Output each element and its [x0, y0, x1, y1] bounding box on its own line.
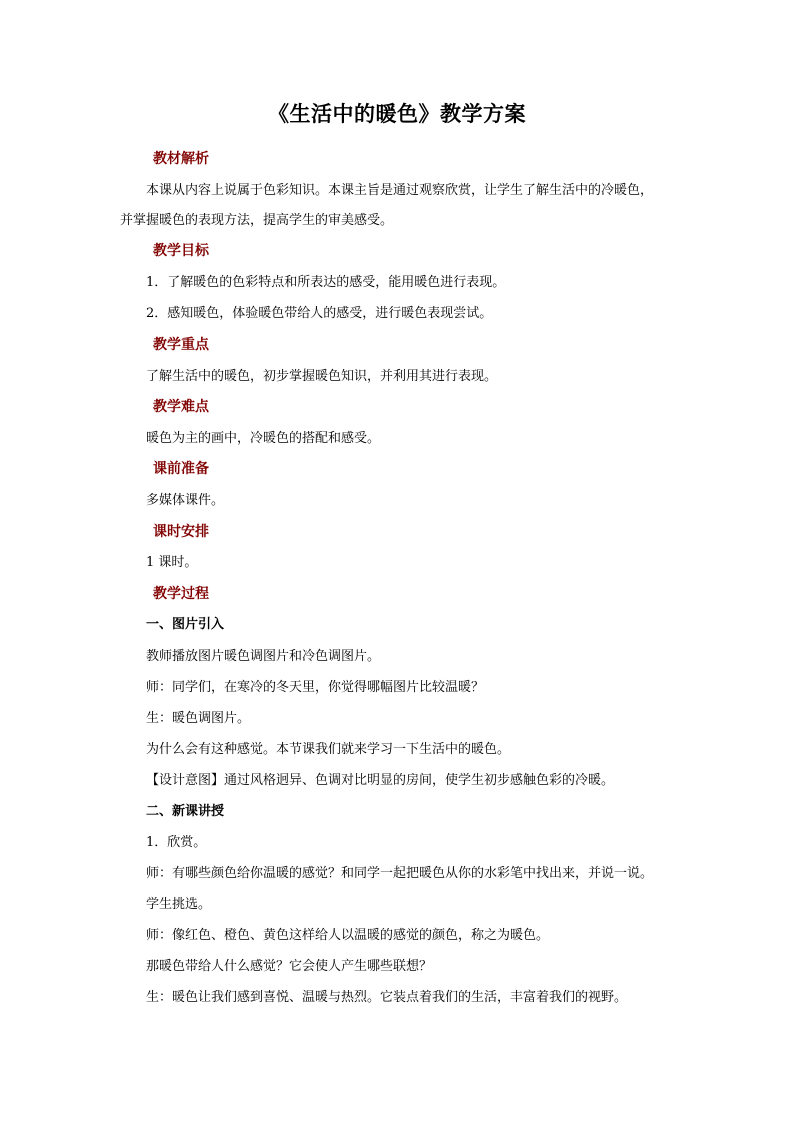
process-part1-line-1: 教师播放图片暖色调图片和冷色调图片。 — [146, 649, 381, 664]
analysis-line-2: 并掌握暖色的表现方法，提高学生的审美感受。 — [120, 213, 394, 228]
heading-difficulties: 教学难点 — [153, 399, 209, 415]
process-part2-line-4: 师：像红色、橙色、黄色这样给人以温暖的感觉的颜色，称之为暖色。 — [146, 928, 550, 943]
heading-key-points: 教学重点 — [153, 337, 209, 353]
process-part1-line-3: 生：暖色调图片。 — [146, 711, 251, 726]
process-part2-line-6: 生：暖色让我们感到喜悦、温暖与热烈。它装点着我们的生活，丰富着我们的视野。 — [146, 990, 628, 1005]
goal-item-2: 2．感知暖色，体验暖色带给人的感受，进行暖色表现尝试。 — [146, 306, 493, 321]
preparation-text: 多媒体课件。 — [146, 493, 225, 508]
page-title: 《生活中的暖色》教学方案 — [268, 101, 526, 126]
process-part1-line-2: 师：同学们，在寒冷的冬天里，你觉得哪幅图片比较温暖？ — [146, 680, 485, 695]
goal-item-1: 1．了解暖色的色彩特点和所表达的感受，能用暖色进行表现。 — [146, 275, 506, 290]
difficulties-text: 暖色为主的画中，冷暖色的搭配和感受。 — [146, 431, 381, 446]
process-part2-title: 二、新课讲授 — [146, 804, 225, 819]
heading-schedule: 课时安排 — [153, 524, 209, 540]
key-points-text: 了解生活中的暖色，初步掌握暖色知识，并利用其进行表现。 — [146, 369, 498, 384]
analysis-line-1: 本课从内容上说属于色彩知识。本课主旨是通过观察欣赏，让学生了解生活中的冷暖色， — [146, 183, 654, 198]
heading-goals: 教学目标 — [153, 243, 209, 259]
process-part1-line-4: 为什么会有这种感觉。本节课我们就来学习一下生活中的暖色。 — [146, 742, 511, 757]
process-part2-line-1: 1．欣赏。 — [146, 835, 207, 850]
heading-analysis: 教材解析 — [153, 151, 209, 167]
process-part1-line-5: 【设计意图】通过风格迥异、色调对比明显的房间，使学生初步感触色彩的冷暖。 — [146, 773, 615, 788]
schedule-text: 1 课时。 — [146, 555, 198, 570]
heading-preparation: 课前准备 — [153, 461, 209, 477]
process-part1-title: 一、图片引入 — [146, 617, 225, 632]
heading-process: 教学过程 — [153, 586, 209, 602]
process-part2-line-2: 师：有哪些颜色给你温暖的感觉？和同学一起把暖色从你的水彩笔中找出来，并说一说。 — [146, 866, 654, 881]
process-part2-line-5: 那暖色带给人什么感觉？它会使人产生哪些联想？ — [146, 959, 433, 974]
process-part2-line-3: 学生挑选。 — [146, 897, 212, 912]
